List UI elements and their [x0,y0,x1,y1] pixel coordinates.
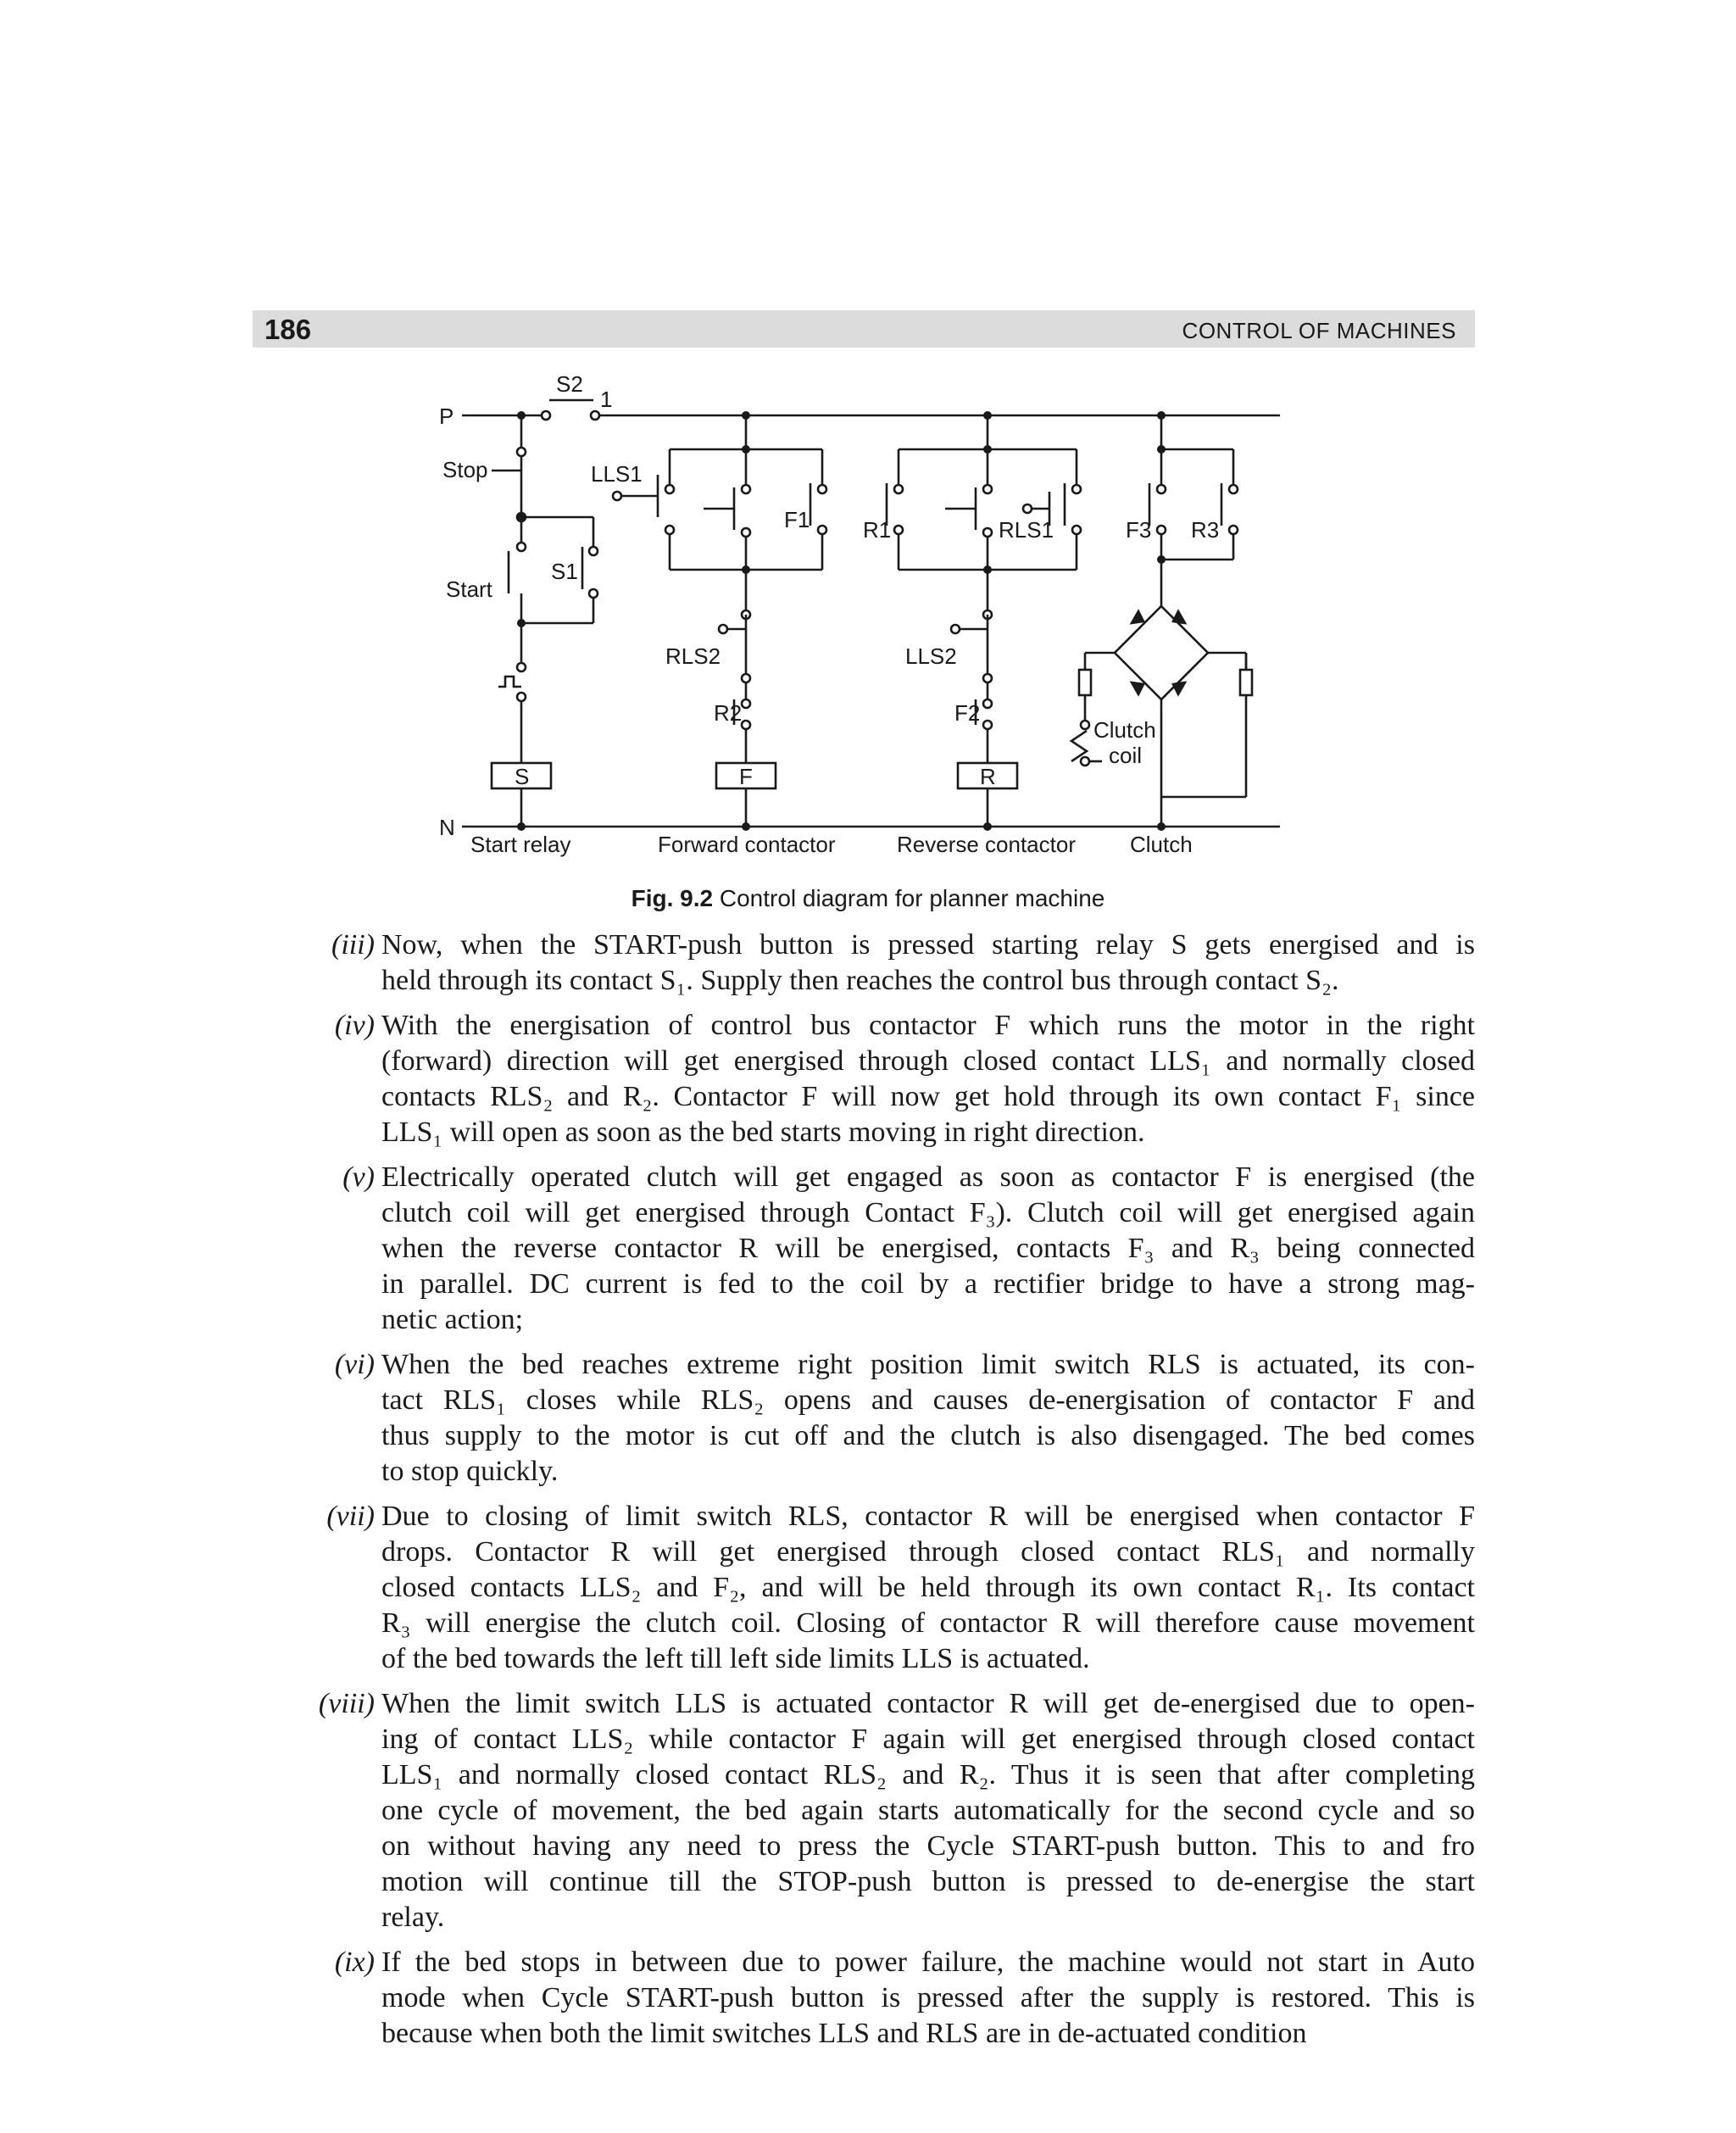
label-f2: F2 [954,700,981,726]
text-line: netic action; [381,1304,524,1335]
list-item-number: (viii) [318,1688,375,1719]
text-line: clutch coil will get energised through Contact F₃). Clutch coil will get energised again [381,1197,1475,1228]
text-line: If the bed stops in between due to power failure, the machine would not start in Auto [381,1946,1475,1978]
list-item-number: (iv) [334,1010,375,1041]
label-f1: F1 [784,507,810,532]
label-r3: R3 [1191,517,1220,543]
text-line: (forward) direction will get energised through closed contact LLS₁ and normally closed [381,1045,1475,1077]
text-line: LLS₁ and normally closed contact RLS₂ and R₂. Thus it is seen that after completing [381,1759,1475,1790]
text-line: one cycle of movement, the bed again starts automatically for the second cycle and so [381,1795,1475,1826]
label-clutch-coil-2: coil [1109,743,1143,768]
label-rls2: RLS2 [665,643,721,669]
label-r1: R1 [863,517,892,543]
text-line: ing of contact LLS₂ while contactor F again will get energised through closed contact [381,1724,1475,1755]
list-item [0,1945,1736,2052]
label-start-relay: Start relay [470,832,571,857]
text-line: thus supply to the motor is cut off and the clutch is also disengaged. The bed comes [381,1420,1475,1451]
label-clutch: Clutch [1130,832,1193,857]
coil-s-label: S [515,764,530,789]
label-clutch-coil-1: Clutch [1093,717,1156,743]
coil-f-label: F [739,764,753,789]
text-line: tact RLS₁ closes while RLS₂ opens and causes de-energisation of contactor F and [381,1384,1475,1416]
text-line: of the bed towards the left till left side limits LLS is actuated. [381,1643,1090,1674]
list-item [0,1160,1736,1338]
label-lls2: LLS2 [905,643,957,669]
list-item [0,927,1736,999]
list-item-number: (ix) [334,1946,375,1978]
label-s2-contact-1: 1 [600,387,613,412]
caption-text: Control diagram for planner machine [719,885,1105,911]
text-line: When the bed reaches extreme right position limit switch RLS is actuated, its con- [381,1349,1475,1380]
list-item [0,1686,1736,1935]
label-r2: R2 [714,700,743,726]
text-line: because when both the limit switches LLS and RLS are in de-actuated condition [381,2018,1307,2049]
list-item-number: (iii) [331,929,375,961]
label-s1: S1 [551,559,578,584]
coil-r-label: R [980,764,996,789]
list-item [0,1499,1736,1677]
text-line: When the limit switch LLS is actuated contactor R will get de-energised due to open- [381,1688,1475,1719]
text-line: in parallel. DC current is fed to the coil by a rectifier bridge to have a strong mag- [381,1268,1475,1300]
start-relay-rung [492,415,598,827]
label-s2: S2 [556,371,583,397]
figure-caption [0,885,1736,912]
text-line: motion will continue till the STOP-push button is pressed to de-energise the start [381,1866,1475,1897]
label-rail-p: P [439,404,454,429]
label-start: Start [446,576,492,602]
list-item [0,1347,1736,1490]
body-text [0,927,1736,2061]
forward-contactor-rung [613,415,826,827]
label-forward-contactor: Forward contactor [658,832,836,857]
text-line: when the reverse contactor R will be energised, contacts F₃ and R₃ being connected [381,1233,1475,1264]
text-line: to stop quickly. [381,1456,559,1487]
text-line: LLS₁ will open as soon as the bed starts moving in right direction. [381,1117,1145,1148]
page-number: 186 [264,314,312,345]
caption-number: Fig. 9.2 [631,885,714,911]
label-reverse-contactor: Reverse contactor [897,832,1076,857]
list-item [0,1008,1736,1150]
text-line: on without having any need to press the Cycle START-push button. This to and fro [381,1830,1475,1862]
text-line: held through its contact S₁. Supply then reaches the control bus through contact S₂. [381,965,1339,996]
text-line: R₃ will energise the clutch coil. Closing of contactor R will therefore cause movement [381,1607,1475,1639]
text-line: With the energisation of control bus contactor F which runs the motor in the right [381,1010,1475,1041]
text-line: Due to closing of limit switch RLS, contactor R will be energised when contactor F [381,1501,1475,1532]
label-lls1: LLS1 [591,461,643,487]
contact-s2 [542,400,599,420]
label-rls1: RLS1 [999,517,1054,543]
list-item-number: (vi) [334,1349,375,1380]
text-line: Electrically operated clutch will get engaged as soon as contactor F is energised (the [381,1161,1475,1193]
text-line: drops. Contactor R will get energised through closed contact RLS₁ and normally [381,1536,1475,1568]
text-line: closed contacts LLS₂ and F₂, and will be held through its own contact R₁. Its contact [381,1572,1475,1603]
clutch-rung [1071,415,1252,827]
text-line: contacts RLS₂ and R₂. Contactor F will now get hold through its own contact F₁ since [381,1081,1475,1112]
list-item-number: (vii) [326,1501,375,1532]
running-head: CONTROL OF MACHINES [1182,318,1456,343]
text-line: Now, when the START-push button is pressed starting relay S gets energised and is [381,929,1475,961]
text-line: mode when Cycle START-push button is pressed after the supply is restored. This is [381,1982,1475,2013]
label-stop: Stop [442,457,488,482]
text-line: relay. [381,1902,445,1933]
label-rail-n: N [439,815,455,840]
control-diagram [0,0,1736,882]
label-f3: F3 [1126,517,1152,543]
list-item-number: (v) [342,1161,375,1193]
